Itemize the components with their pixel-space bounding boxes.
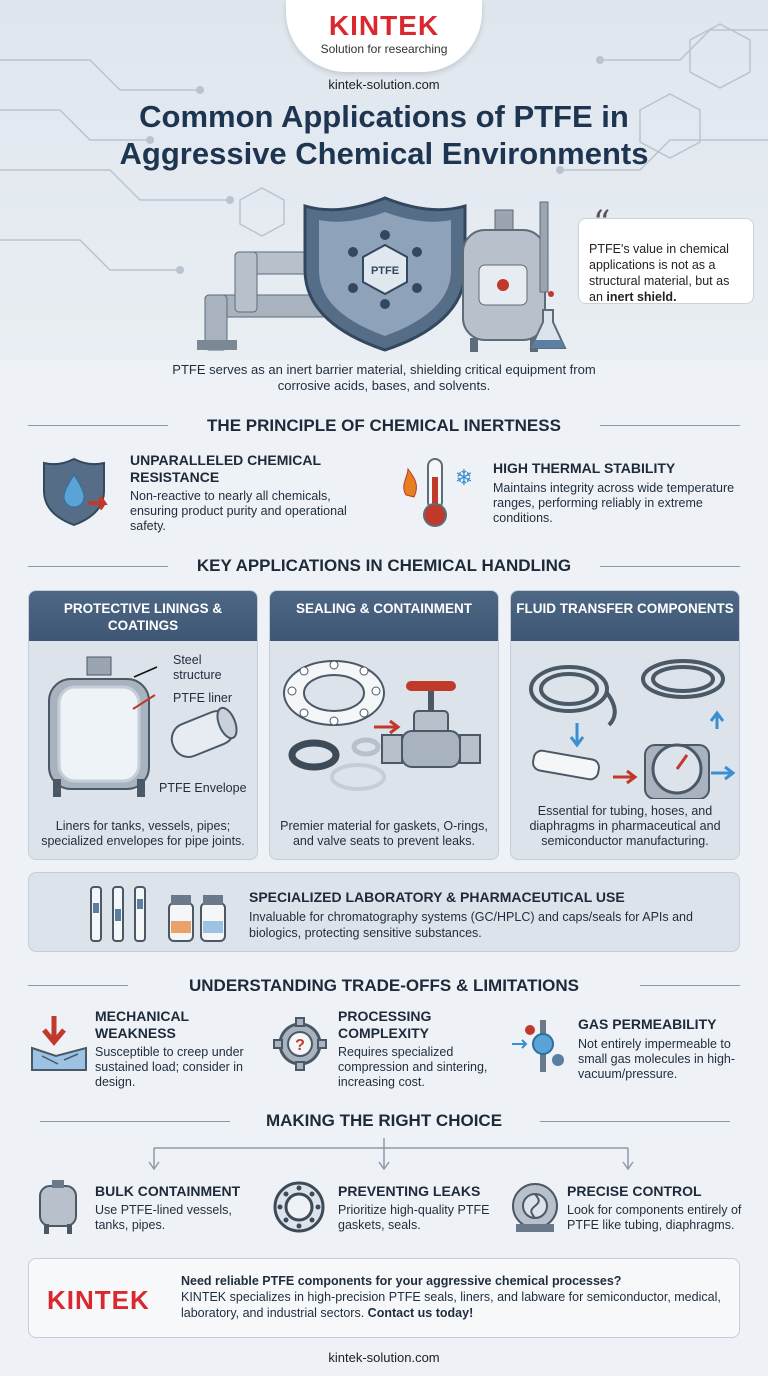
choice-title: PREVENTING LEAKS: [338, 1183, 481, 1199]
card-desc: Essential for tubing, hoses, and diaphragms in pharmaceutical and semiconductor manufacturing.: [529, 804, 721, 848]
section-title-applications: KEY APPLICATIONS IN CHEMICAL HANDLING: [196, 556, 572, 575]
page-title: [0, 98, 768, 172]
feature-chemical-resistance: [130, 452, 350, 534]
tradeoff-mechanical-weakness: [95, 1008, 265, 1090]
tradeoff-title: MECHANICAL WEAKNESS: [95, 1008, 189, 1041]
callout-ptfe-envelope: PTFE Envelope: [159, 781, 247, 795]
reactor-vessel-icon: [463, 202, 548, 352]
gas-molecule-icon: [512, 1018, 572, 1074]
site-url-footer[interactable]: kintek-solution.com: [328, 1350, 440, 1365]
tradeoff-title: PROCESSING COMPLEXITY: [338, 1008, 432, 1041]
card-sealing-containment[interactable]: [269, 590, 499, 860]
valve-icon: [382, 681, 480, 767]
choice-branch-connector: [140, 1138, 640, 1172]
flame-icon: [404, 469, 417, 497]
intro-text: PTFE serves as an inert barrier material, shielding critical equipment from corrosive acids, bases, and solvents.: [172, 362, 596, 393]
quote-bubble: [578, 203, 754, 304]
tradeoff-title: GAS PERMEABILITY: [578, 1016, 717, 1032]
choice-bulk-containment: [95, 1183, 265, 1233]
lab-pharma-panel[interactable]: [28, 872, 740, 952]
tank-icon: [34, 1180, 82, 1234]
feature-thermal-stability: [493, 460, 743, 526]
choice-desc: Prioritize high-quality PTFE gaskets, seals.: [338, 1203, 490, 1232]
hero-illustration: [195, 190, 575, 355]
lab-desc: Invaluable for chromatography systems (GC/HPLC) and caps/seals for APIs and biologics, protecting sensitive substances.: [249, 910, 693, 940]
cta-logo: KINTEK: [47, 1285, 150, 1315]
card-title: PROTECTIVE LININGS & COATINGS: [29, 591, 257, 641]
card-fluid-transfer[interactable]: [510, 590, 740, 860]
page-title-line-2: Aggressive Chemical Environments: [119, 136, 649, 171]
card-desc: Liners for tanks, vessels, pipes; specialized envelopes for pipe joints.: [41, 819, 245, 848]
gasket-icon: [284, 661, 384, 725]
site-url-top[interactable]: kintek-solution.com: [328, 77, 440, 92]
tradeoff-processing-complexity: [338, 1008, 508, 1090]
section-title-principle: THE PRINCIPLE OF CHEMICAL INERTNESS: [207, 416, 561, 435]
brand-logo: KINTEK: [328, 10, 440, 41]
tradeoff-desc: Requires specialized compression and sintering, increasing cost.: [338, 1045, 488, 1089]
section-title-tradeoffs: UNDERSTANDING TRADE-OFFS & LIMITATIONS: [188, 976, 580, 995]
load-creep-icon: [28, 1012, 90, 1074]
feature-desc: Non-reactive to nearly all chemicals, ensuring product purity and operational safety.: [130, 489, 347, 533]
brand-logo-tab[interactable]: [286, 0, 482, 72]
feature-title: UNPARALLELED CHEMICAL RESISTANCE: [130, 452, 321, 485]
callout-ptfe-liner: PTFE liner: [173, 691, 233, 705]
tubing-icon: [531, 661, 723, 725]
tradeoff-desc: Susceptible to creep under sustained load; consider in design.: [95, 1045, 244, 1089]
card-title: FLUID TRANSFER COMPONENTS: [511, 591, 739, 641]
shield-droplet-icon: [42, 455, 114, 527]
choice-precise-control: [567, 1183, 763, 1233]
thermometer-icon: [396, 455, 482, 531]
gaskets-valve-illustration: [278, 651, 494, 801]
card-title: SEALING & CONTAINMENT: [270, 591, 498, 641]
gasket-ring-icon: [272, 1180, 326, 1234]
page-title-line-1: Common Applications of PTFE in: [139, 99, 629, 134]
brand-tagline: Solution for researching: [320, 42, 448, 56]
pump-icon: [508, 1180, 562, 1234]
choice-desc: Use PTFE-lined vessels, tanks, pipes.: [95, 1203, 232, 1232]
cta-body: KINTEK specializes in high-precision PTFE seals, liners, and labware for semiconductor, medical, laboratory, and industrial sectors.: [181, 1290, 721, 1320]
feature-desc: Maintains integrity across wide temperature ranges, performing reliably in extreme conditions.: [493, 481, 735, 525]
quote-mark-icon: “: [593, 203, 611, 243]
diaphragm-pump-icon: [645, 745, 709, 799]
feature-title: HIGH THERMAL STABILITY: [493, 460, 676, 476]
tradeoff-gas-permeability: [578, 1016, 748, 1082]
shield-icon: [305, 198, 465, 350]
card-desc: Premier material for gaskets, O-rings, and valve seats to prevent leaks.: [280, 819, 488, 848]
callout-steel-structure: Steel structure: [173, 653, 222, 682]
card-linings-coatings[interactable]: [28, 590, 258, 860]
choice-title: BULK CONTAINMENT: [95, 1183, 241, 1199]
ptfe-envelope-icon: [167, 705, 240, 762]
choice-title: PRECISE CONTROL: [567, 1183, 702, 1199]
quote-text-main: PTFE's value in chemical applications is not as a structural material, but as an: [589, 242, 730, 304]
shield-label: PTFE: [370, 265, 400, 277]
chromatography-vials-icon: [83, 881, 253, 947]
gear-question-icon: [272, 1016, 328, 1072]
cta-question: Need reliable PTFE components for your aggressive chemical processes?: [181, 1274, 622, 1288]
o-ring-icon: [292, 740, 384, 789]
cta-text: [181, 1273, 731, 1321]
choice-desc: Look for components entirely of PTFE like tubing, diaphragms.: [567, 1203, 742, 1232]
lab-title: SPECIALIZED LABORATORY & PHARMACEUTICAL USE: [249, 889, 625, 905]
section-title-choice: MAKING THE RIGHT CHOICE: [265, 1111, 503, 1130]
quote-text-emphasis: inert shield.: [606, 290, 677, 304]
quote-text: [589, 241, 743, 305]
choice-preventing-leaks: [338, 1183, 508, 1233]
tubing-pump-illustration: [519, 649, 735, 799]
cta-panel[interactable]: [28, 1258, 740, 1338]
cta-body-wrap: [181, 1289, 731, 1321]
contact-link[interactable]: Contact us today!: [367, 1306, 474, 1320]
snowflake-icon: ❄: [454, 466, 474, 491]
svg-text:?: ?: [295, 1037, 305, 1054]
tradeoff-desc: Not entirely impermeable to small gas molecules in high-vacuum/pressure.: [578, 1037, 736, 1081]
